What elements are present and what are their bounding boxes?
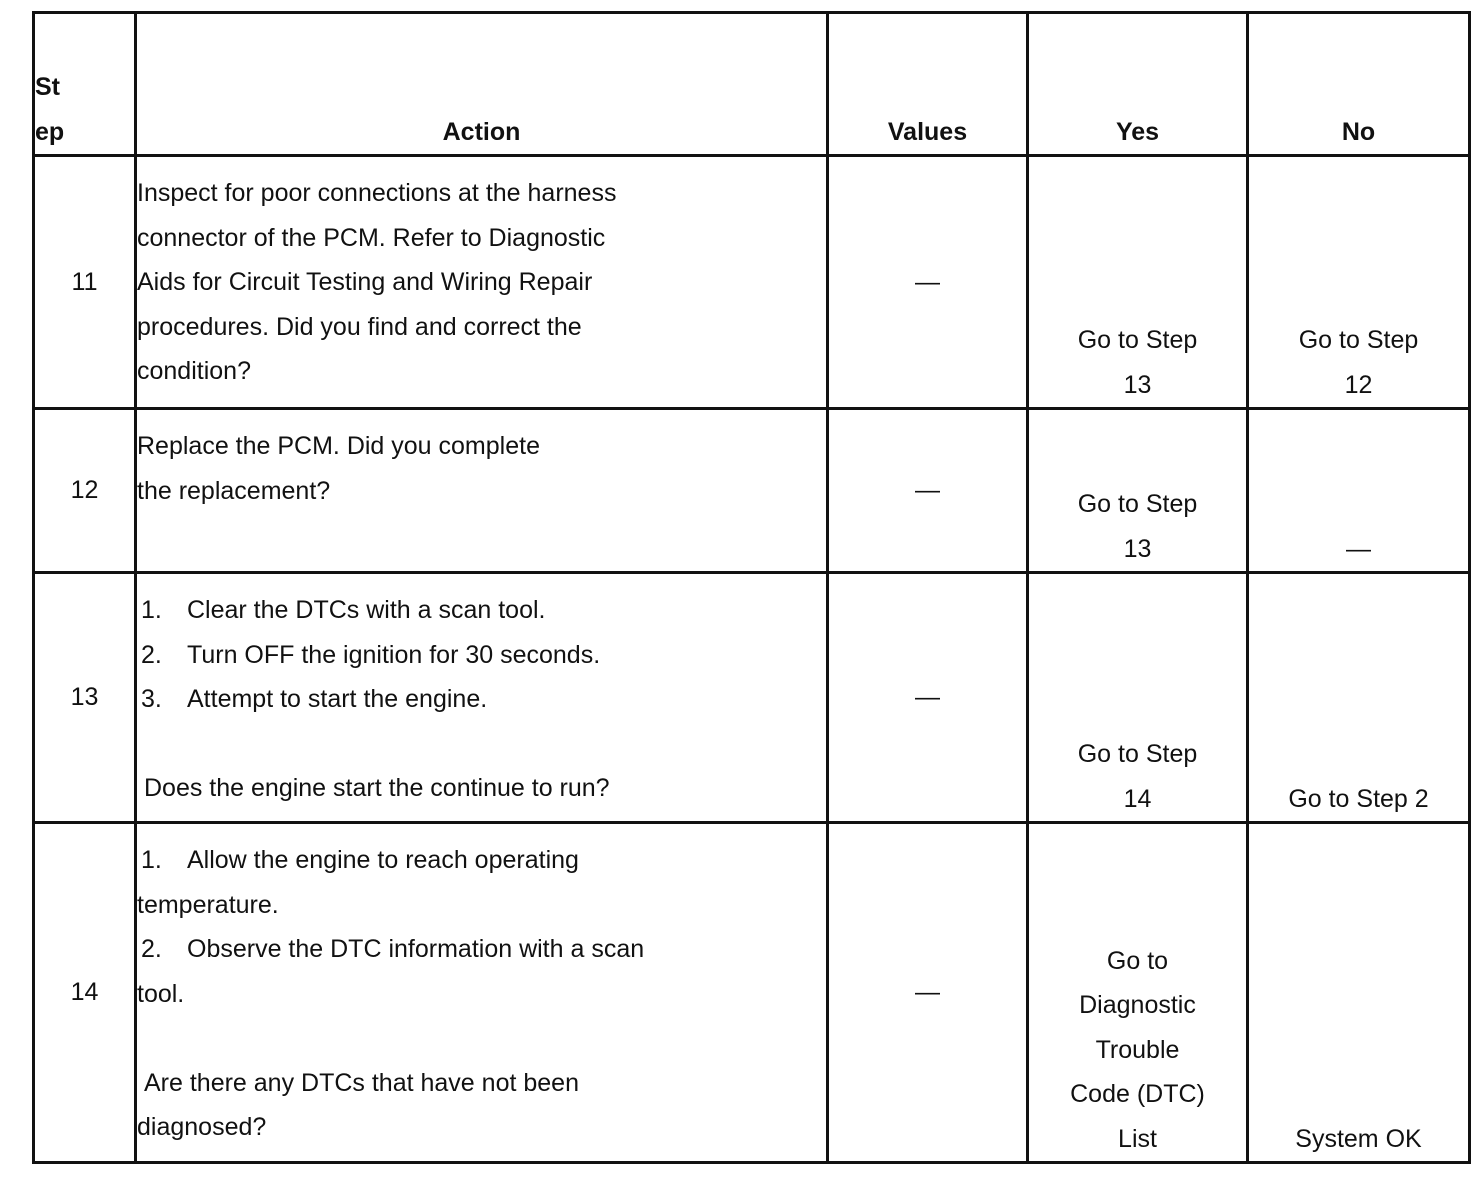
spacer bbox=[137, 1016, 826, 1061]
yes-text: Go to Step bbox=[1077, 490, 1198, 518]
list-text: Clear the DTCs with a scan tool. bbox=[187, 596, 546, 624]
action-text: Inspect for poor connections at the harness bbox=[137, 179, 617, 207]
list-text: Turn OFF the ignition for 30 seconds. bbox=[187, 640, 601, 669]
action-cell bbox=[136, 409, 828, 573]
list-number: 2. bbox=[141, 935, 162, 963]
action-text: the replacement? bbox=[137, 476, 331, 505]
values-cell: — bbox=[828, 823, 1028, 1163]
no-cell bbox=[1248, 409, 1470, 573]
action-question: Does the engine start the continue to run? bbox=[144, 774, 610, 802]
yes-cell bbox=[1028, 156, 1248, 409]
action-text: Aids for Circuit Testing and Wiring Repair bbox=[137, 268, 593, 296]
step-header-line1: St bbox=[35, 73, 60, 101]
no-text: System OK bbox=[1295, 1124, 1422, 1153]
list-number: 3. bbox=[141, 685, 162, 713]
action-cell bbox=[136, 156, 828, 409]
step-number: 11 bbox=[34, 156, 136, 409]
list-number: 1. bbox=[141, 846, 162, 874]
list-text-continued: tool. bbox=[137, 979, 185, 1008]
table-row-step-13 bbox=[34, 573, 1470, 823]
step-number: 12 bbox=[34, 409, 136, 573]
yes-text: Code (DTC) bbox=[1070, 1080, 1205, 1108]
yes-column-header: Yes bbox=[1028, 13, 1248, 156]
yes-text: 14 bbox=[1123, 784, 1152, 813]
action-text: procedures. Did you find and correct the bbox=[137, 312, 582, 341]
no-text: Go to Step 2 bbox=[1288, 784, 1429, 813]
step-header-line2: ep bbox=[35, 117, 65, 146]
no-text: 12 bbox=[1344, 370, 1373, 399]
action-text: Replace the PCM. Did you complete bbox=[137, 432, 540, 460]
yes-cell bbox=[1028, 409, 1248, 573]
no-cell bbox=[1248, 156, 1470, 409]
action-text: connector of the PCM. Refer to Diagnostic bbox=[137, 223, 606, 252]
yes-text: Trouble bbox=[1095, 1035, 1180, 1064]
list-item bbox=[137, 927, 826, 972]
values-cell: — bbox=[828, 573, 1028, 823]
values-column-header: Values bbox=[828, 13, 1028, 156]
no-text: Go to Step bbox=[1298, 326, 1419, 354]
action-question: Are there any DTCs that have not been bbox=[144, 1068, 579, 1097]
list-item bbox=[137, 633, 826, 678]
list-text: Observe the DTC information with a scan bbox=[187, 935, 645, 963]
action-question-continued: diagnosed? bbox=[137, 1113, 267, 1141]
no-text: — bbox=[1346, 534, 1371, 563]
list-number: 1. bbox=[141, 596, 162, 624]
yes-text: List bbox=[1118, 1124, 1157, 1153]
action-cell bbox=[136, 823, 828, 1163]
table-row-step-11 bbox=[34, 156, 1470, 409]
yes-cell bbox=[1028, 823, 1248, 1163]
list-number: 2. bbox=[141, 640, 162, 669]
yes-cell bbox=[1028, 573, 1248, 823]
spacer bbox=[137, 722, 826, 767]
step-column-header bbox=[34, 13, 136, 156]
action-column-header: Action bbox=[136, 13, 828, 156]
list-item bbox=[137, 588, 826, 633]
yes-text: Go to Step bbox=[1077, 740, 1198, 768]
yes-text: Go to Step bbox=[1077, 326, 1198, 354]
values-cell: — bbox=[828, 156, 1028, 409]
yes-text: Go to bbox=[1106, 946, 1169, 975]
table-row-step-12 bbox=[34, 409, 1470, 573]
action-text: condition? bbox=[137, 357, 251, 385]
list-text-continued: temperature. bbox=[137, 890, 279, 919]
list-text: Attempt to start the engine. bbox=[187, 685, 488, 713]
list-item bbox=[137, 838, 826, 883]
table-row-step-14 bbox=[34, 823, 1470, 1163]
list-item bbox=[137, 677, 826, 722]
header-row bbox=[34, 13, 1470, 156]
diagnostic-steps-table bbox=[32, 11, 1471, 1164]
no-cell bbox=[1248, 823, 1470, 1163]
list-text: Allow the engine to reach operating bbox=[187, 846, 579, 874]
yes-text: 13 bbox=[1123, 370, 1152, 399]
no-cell bbox=[1248, 573, 1470, 823]
action-cell bbox=[136, 573, 828, 823]
values-cell: — bbox=[828, 409, 1028, 573]
step-number: 13 bbox=[34, 573, 136, 823]
no-column-header: No bbox=[1248, 13, 1470, 156]
yes-text: 13 bbox=[1123, 534, 1152, 563]
yes-text: Diagnostic bbox=[1079, 991, 1196, 1019]
step-number: 14 bbox=[34, 823, 136, 1163]
